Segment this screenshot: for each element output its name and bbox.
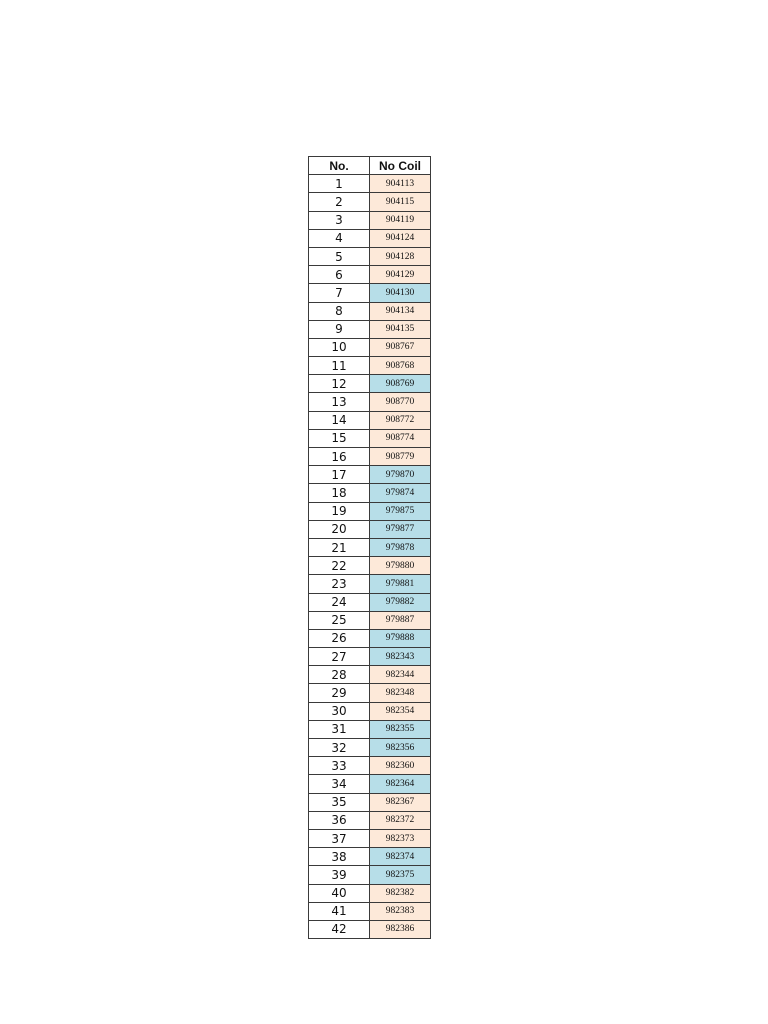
coil-number-cell: 979882: [370, 593, 431, 611]
coil-number-cell: 904134: [370, 302, 431, 320]
coil-number-cell: 904130: [370, 284, 431, 302]
coil-number-cell: 979878: [370, 538, 431, 556]
coil-number-cell: 979874: [370, 484, 431, 502]
table-row: [309, 811, 431, 829]
row-number-cell: 23: [309, 575, 370, 593]
column-header-no: No.: [309, 157, 370, 175]
row-number-cell: 7: [309, 284, 370, 302]
coil-number-cell: 982372: [370, 811, 431, 829]
table-row: [309, 866, 431, 884]
row-number-cell: 37: [309, 829, 370, 847]
table-row: [309, 247, 431, 265]
table-row: [309, 520, 431, 538]
table-row: [309, 629, 431, 647]
table-row: [309, 393, 431, 411]
row-number-cell: 39: [309, 866, 370, 884]
table-row: [309, 702, 431, 720]
coil-number-cell: 908779: [370, 448, 431, 466]
table-row: [309, 920, 431, 938]
row-number-cell: 29: [309, 684, 370, 702]
row-number-cell: 6: [309, 266, 370, 284]
coil-number-cell: 979887: [370, 611, 431, 629]
table-row: [309, 557, 431, 575]
table-row: [309, 575, 431, 593]
table-row: [309, 666, 431, 684]
table-row: [309, 757, 431, 775]
row-number-cell: 40: [309, 884, 370, 902]
row-number-cell: 24: [309, 593, 370, 611]
table-row: [309, 829, 431, 847]
coil-number-cell: 982348: [370, 684, 431, 702]
row-number-cell: 8: [309, 302, 370, 320]
row-number-cell: 42: [309, 920, 370, 938]
table-row: [309, 611, 431, 629]
table-row: [309, 902, 431, 920]
coil-number-cell: 982364: [370, 775, 431, 793]
coil-number-cell: 982375: [370, 866, 431, 884]
row-number-cell: 21: [309, 538, 370, 556]
table-header: [309, 157, 431, 175]
table-row: [309, 448, 431, 466]
coil-number-cell: 982356: [370, 739, 431, 757]
coil-number-cell: 982382: [370, 884, 431, 902]
coil-number-cell: 979881: [370, 575, 431, 593]
row-number-cell: 38: [309, 848, 370, 866]
coil-number-cell: 979888: [370, 629, 431, 647]
row-number-cell: 4: [309, 229, 370, 247]
coil-number-cell: 982374: [370, 848, 431, 866]
table-row: [309, 739, 431, 757]
table-row: [309, 375, 431, 393]
coil-number-cell: 908769: [370, 375, 431, 393]
row-number-cell: 10: [309, 338, 370, 356]
row-number-cell: 13: [309, 393, 370, 411]
header-row: [309, 157, 431, 175]
row-number-cell: 17: [309, 466, 370, 484]
row-number-cell: 27: [309, 648, 370, 666]
row-number-cell: 36: [309, 811, 370, 829]
coil-number-cell: 982343: [370, 648, 431, 666]
row-number-cell: 15: [309, 429, 370, 447]
table-row: [309, 320, 431, 338]
coil-number-cell: 982344: [370, 666, 431, 684]
coil-number-cell: 904115: [370, 193, 431, 211]
row-number-cell: 22: [309, 557, 370, 575]
table-row: [309, 229, 431, 247]
coil-number-cell: 979877: [370, 520, 431, 538]
row-number-cell: 2: [309, 193, 370, 211]
row-number-cell: 25: [309, 611, 370, 629]
coil-number-cell: 908768: [370, 357, 431, 375]
row-number-cell: 28: [309, 666, 370, 684]
table-row: [309, 775, 431, 793]
row-number-cell: 12: [309, 375, 370, 393]
coil-number-cell: 982373: [370, 829, 431, 847]
coil-number-cell: 904124: [370, 229, 431, 247]
table-row: [309, 484, 431, 502]
coil-number-cell: 982386: [370, 920, 431, 938]
row-number-cell: 16: [309, 448, 370, 466]
coil-number-cell: 908774: [370, 429, 431, 447]
row-number-cell: 33: [309, 757, 370, 775]
coil-number-cell: 979875: [370, 502, 431, 520]
table-row: [309, 284, 431, 302]
coil-number-cell: 908767: [370, 338, 431, 356]
coil-number-cell: 982367: [370, 793, 431, 811]
coil-number-cell: 982354: [370, 702, 431, 720]
row-number-cell: 26: [309, 629, 370, 647]
row-number-cell: 18: [309, 484, 370, 502]
coil-number-cell: 904119: [370, 211, 431, 229]
table-body: [309, 175, 431, 939]
table-row: [309, 538, 431, 556]
coil-number-cell: 982383: [370, 902, 431, 920]
row-number-cell: 35: [309, 793, 370, 811]
table-row: [309, 502, 431, 520]
table-row: [309, 429, 431, 447]
row-number-cell: 20: [309, 520, 370, 538]
row-number-cell: 3: [309, 211, 370, 229]
row-number-cell: 41: [309, 902, 370, 920]
row-number-cell: 11: [309, 357, 370, 375]
coil-number-cell: 904128: [370, 247, 431, 265]
table-row: [309, 848, 431, 866]
table-row: [309, 884, 431, 902]
coil-number-cell: 908772: [370, 411, 431, 429]
table-row: [309, 357, 431, 375]
row-number-cell: 1: [309, 175, 370, 193]
row-number-cell: 34: [309, 775, 370, 793]
coil-number-cell: 908770: [370, 393, 431, 411]
coil-number-cell: 904129: [370, 266, 431, 284]
table-row: [309, 411, 431, 429]
table-row: [309, 648, 431, 666]
row-number-cell: 14: [309, 411, 370, 429]
table-row: [309, 593, 431, 611]
table-row: [309, 793, 431, 811]
table-row: [309, 211, 431, 229]
column-header-coil: No Coil: [370, 157, 431, 175]
table-row: [309, 720, 431, 738]
table-row: [309, 193, 431, 211]
coil-number-cell: 979870: [370, 466, 431, 484]
coil-number-cell: 904113: [370, 175, 431, 193]
table-row: [309, 175, 431, 193]
coil-number-cell: 982360: [370, 757, 431, 775]
row-number-cell: 32: [309, 739, 370, 757]
table-row: [309, 684, 431, 702]
coil-number-cell: 904135: [370, 320, 431, 338]
coil-number-cell: 982355: [370, 720, 431, 738]
table-row: [309, 466, 431, 484]
row-number-cell: 19: [309, 502, 370, 520]
table-row: [309, 302, 431, 320]
table-row: [309, 338, 431, 356]
table-row: [309, 266, 431, 284]
row-number-cell: 9: [309, 320, 370, 338]
row-number-cell: 5: [309, 247, 370, 265]
row-number-cell: 31: [309, 720, 370, 738]
row-number-cell: 30: [309, 702, 370, 720]
coil-table: [308, 156, 431, 939]
coil-number-cell: 979880: [370, 557, 431, 575]
